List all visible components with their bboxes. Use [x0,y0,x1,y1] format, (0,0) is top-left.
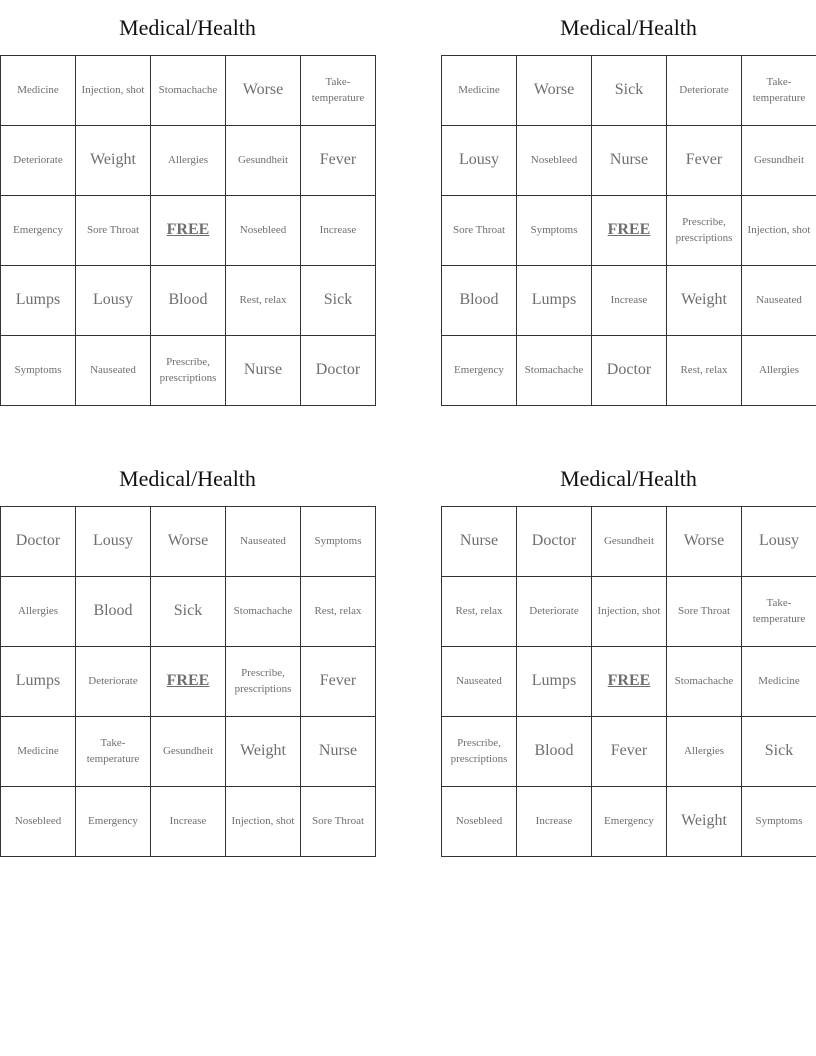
bingo-cell: Weight [76,126,151,196]
bingo-cell: Deteriorate [76,647,151,717]
bingo-cell: Rest, relax [226,266,301,336]
bingo-cell: Nosebleed [442,787,517,857]
bingo-cell: Sore Throat [301,787,376,857]
bingo-cell: Medicine [1,56,76,126]
bingo-cell: Lousy [442,126,517,196]
bingo-cell: Nauseated [76,336,151,406]
bingo-cell: Take-temperature [742,56,816,126]
bingo-grid [441,55,816,406]
bingo-cell: Allergies [742,336,816,406]
bingo-cell: Prescribe, prescriptions [226,647,301,717]
bingo-cell: Symptoms [1,336,76,406]
bingo-cell: Increase [592,266,667,336]
bingo-cell: Injection, shot [592,577,667,647]
bingo-cell: Weight [226,717,301,787]
bingo-cell: Weight [667,787,742,857]
bingo-grid [441,506,816,857]
bingo-cell: Allergies [151,126,226,196]
bingo-cell: Lousy [76,507,151,577]
bingo-cell: Nurse [442,507,517,577]
free-space-cell: FREE [592,647,667,717]
card-title: Medical/Health [560,466,697,491]
bingo-cell: Emergency [442,336,517,406]
bingo-cell: Lousy [76,266,151,336]
bingo-cell: Injection, shot [742,196,816,266]
bingo-cell: Allergies [1,577,76,647]
card-title: Medical/Health [119,466,256,491]
bingo-cell: Sick [592,56,667,126]
bingo-cell: Blood [151,266,226,336]
bingo-cell: Blood [76,577,151,647]
grid-row [1,336,376,406]
bingo-cell: Doctor [1,507,76,577]
bingo-cell: Nurse [226,336,301,406]
bingo-cell: Blood [442,266,517,336]
grid-row [442,126,816,196]
grid-row [442,266,816,336]
bingo-cell: Take-temperature [742,577,816,647]
free-space-cell: FREE [151,647,226,717]
bingo-cell: Weight [667,266,742,336]
grid-row [1,577,376,647]
bingo-cell: Prescribe, prescriptions [667,196,742,266]
grid-row [442,507,816,577]
bingo-cell: Sick [151,577,226,647]
bingo-cell: Blood [517,717,592,787]
bingo-cell: Worse [151,507,226,577]
bingo-cell: Increase [517,787,592,857]
bingo-cell: Sick [301,266,376,336]
bingo-cell: Lumps [517,266,592,336]
bingo-cell: Worse [517,56,592,126]
bingo-cell: Injection, shot [76,56,151,126]
bingo-cell: Gesundheit [592,507,667,577]
free-space-cell: FREE [151,196,226,266]
card-title: Medical/Health [560,15,697,40]
bingo-cell: Prescribe, prescriptions [151,336,226,406]
bingo-cell: Nauseated [442,647,517,717]
bingo-cell: Rest, relax [667,336,742,406]
grid-row [1,196,376,266]
bingo-cell: Medicine [1,717,76,787]
grid-row [1,507,376,577]
bingo-cell: Lumps [517,647,592,717]
bingo-cell: Deteriorate [667,56,742,126]
bingo-cell: Nauseated [742,266,816,336]
bingo-cell: Prescribe, prescriptions [442,717,517,787]
bingo-cell: Gesundheit [226,126,301,196]
bingo-cell: Doctor [517,507,592,577]
bingo-card-1 [0,0,375,406]
bingo-cell: Injection, shot [226,787,301,857]
bingo-cell: Gesundheit [151,717,226,787]
bingo-cell: Doctor [592,336,667,406]
bingo-cell: Nosebleed [226,196,301,266]
grid-row [1,787,376,857]
bingo-cell: Sore Throat [442,196,517,266]
bingo-cell: Stomachache [226,577,301,647]
grid-row [442,577,816,647]
bingo-cell: Worse [226,56,301,126]
free-space-cell: FREE [592,196,667,266]
bingo-cell: Symptoms [742,787,816,857]
bingo-cell: Rest, relax [442,577,517,647]
bingo-cell: Emergency [592,787,667,857]
bingo-cell: Deteriorate [517,577,592,647]
bingo-cell: Fever [301,647,376,717]
bingo-cell: Stomachache [667,647,742,717]
grid-row [442,717,816,787]
bingo-cell: Nosebleed [517,126,592,196]
bingo-cell: Lumps [1,266,76,336]
bingo-card-2 [441,0,816,406]
bingo-cell: Emergency [76,787,151,857]
bingo-cell: Symptoms [517,196,592,266]
bingo-card-4 [441,451,816,857]
bingo-cell: Gesundheit [742,126,816,196]
grid-row [442,196,816,266]
bingo-cell: Stomachache [517,336,592,406]
bingo-cell: Rest, relax [301,577,376,647]
bingo-cell: Allergies [667,717,742,787]
bingo-cell: Lousy [742,507,816,577]
bingo-cell: Sore Throat [76,196,151,266]
bingo-cell: Nurse [301,717,376,787]
bingo-cell: Doctor [301,336,376,406]
grid-row [1,126,376,196]
bingo-grid [0,506,376,857]
grid-row [1,56,376,126]
bingo-cell: Nosebleed [1,787,76,857]
bingo-cell: Stomachache [151,56,226,126]
grid-row [442,336,816,406]
bingo-cell: Sick [742,717,816,787]
bingo-cell: Increase [301,196,376,266]
grid-row [1,266,376,336]
bingo-cell: Medicine [442,56,517,126]
bingo-cell: Fever [592,717,667,787]
grid-row [1,717,376,787]
bingo-grid [0,55,376,406]
bingo-cell: Lumps [1,647,76,717]
grid-row [442,56,816,126]
bingo-cell: Symptoms [301,507,376,577]
bingo-cell: Emergency [1,196,76,266]
bingo-cell: Medicine [742,647,816,717]
bingo-cell: Sore Throat [667,577,742,647]
bingo-cell: Take-temperature [301,56,376,126]
bingo-cell: Nurse [592,126,667,196]
bingo-card-3 [0,451,375,857]
grid-row [442,787,816,857]
grid-row [1,647,376,717]
bingo-cell: Fever [667,126,742,196]
bingo-cell: Worse [667,507,742,577]
bingo-cell: Increase [151,787,226,857]
card-title: Medical/Health [119,15,256,40]
bingo-cell: Nauseated [226,507,301,577]
bingo-cell: Fever [301,126,376,196]
bingo-cell: Deteriorate [1,126,76,196]
grid-row [442,647,816,717]
bingo-cell: Take-temperature [76,717,151,787]
